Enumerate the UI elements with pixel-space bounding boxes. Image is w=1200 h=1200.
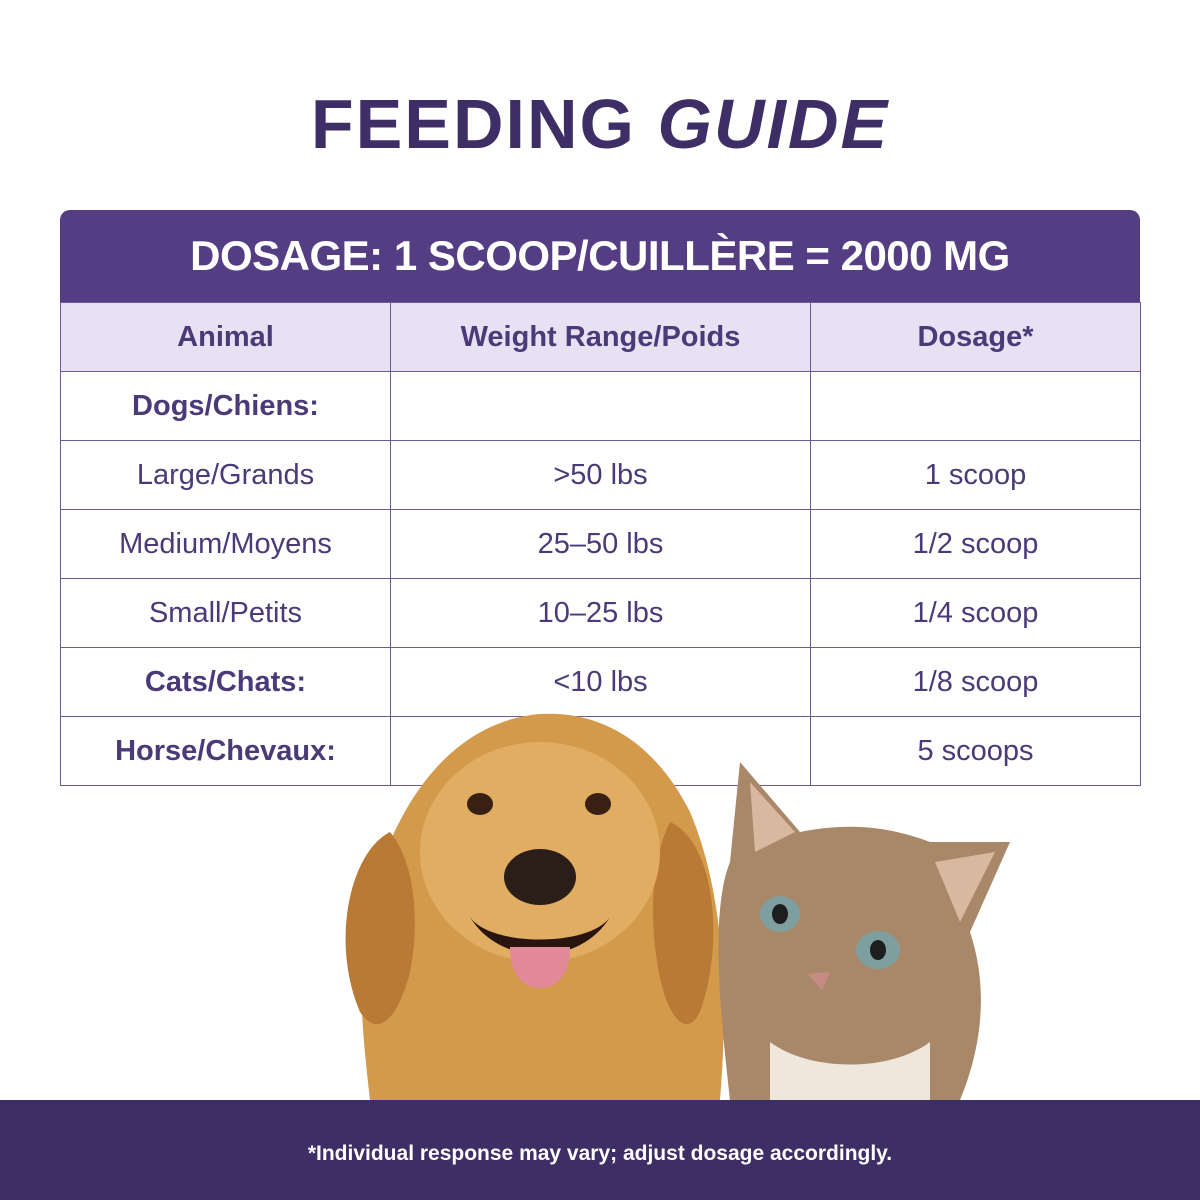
cell-animal: Horse/Chevaux: bbox=[61, 717, 391, 786]
table-row-large bbox=[61, 441, 1141, 510]
cell-weight: <10 lbs bbox=[391, 648, 811, 717]
cell-animal: Small/Petits bbox=[61, 579, 391, 648]
cell-animal: Cats/Chats: bbox=[61, 648, 391, 717]
title-guide: GUIDE bbox=[657, 85, 890, 163]
cell-weight bbox=[391, 372, 811, 441]
cell-dosage: 1/4 scoop bbox=[811, 579, 1141, 648]
page-title bbox=[0, 82, 1200, 166]
cell-animal: Dogs/Chiens: bbox=[61, 372, 391, 441]
header-animal: Animal bbox=[61, 303, 391, 372]
cell-weight: 25–50 lbs bbox=[391, 510, 811, 579]
cell-dosage: 1/2 scoop bbox=[811, 510, 1141, 579]
table-row-dogs bbox=[61, 372, 1141, 441]
cell-dosage: 5 scoops bbox=[811, 717, 1141, 786]
cell-dosage bbox=[811, 372, 1141, 441]
dosage-table-container bbox=[60, 210, 1140, 786]
title-feeding: FEEDING bbox=[310, 85, 658, 163]
table-row-cats bbox=[61, 648, 1141, 717]
cell-dosage: 1 scoop bbox=[811, 441, 1141, 510]
header-dosage: Dosage* bbox=[811, 303, 1141, 372]
dog-illustration bbox=[346, 714, 724, 1100]
cell-animal: Medium/Moyens bbox=[61, 510, 391, 579]
cat-illustration bbox=[718, 762, 1010, 1100]
table-row-medium bbox=[61, 510, 1141, 579]
cell-animal: Large/Grands bbox=[61, 441, 391, 510]
cell-dosage: 1/8 scoop bbox=[811, 648, 1141, 717]
disclaimer-footer: *Individual response may vary; adjust dosage accordingly. bbox=[0, 1100, 1200, 1200]
dosage-banner: DOSAGE: 1 SCOOP/CUILLÈRE = 2000 MG bbox=[60, 210, 1140, 302]
cell-weight: 10–25 lbs bbox=[391, 579, 811, 648]
dog-and-cat-photo bbox=[330, 712, 1050, 1100]
table-row-small bbox=[61, 579, 1141, 648]
cell-weight: >50 lbs bbox=[391, 441, 811, 510]
header-weight-range: Weight Range/Poids bbox=[391, 303, 811, 372]
table-header-row bbox=[61, 303, 1141, 372]
